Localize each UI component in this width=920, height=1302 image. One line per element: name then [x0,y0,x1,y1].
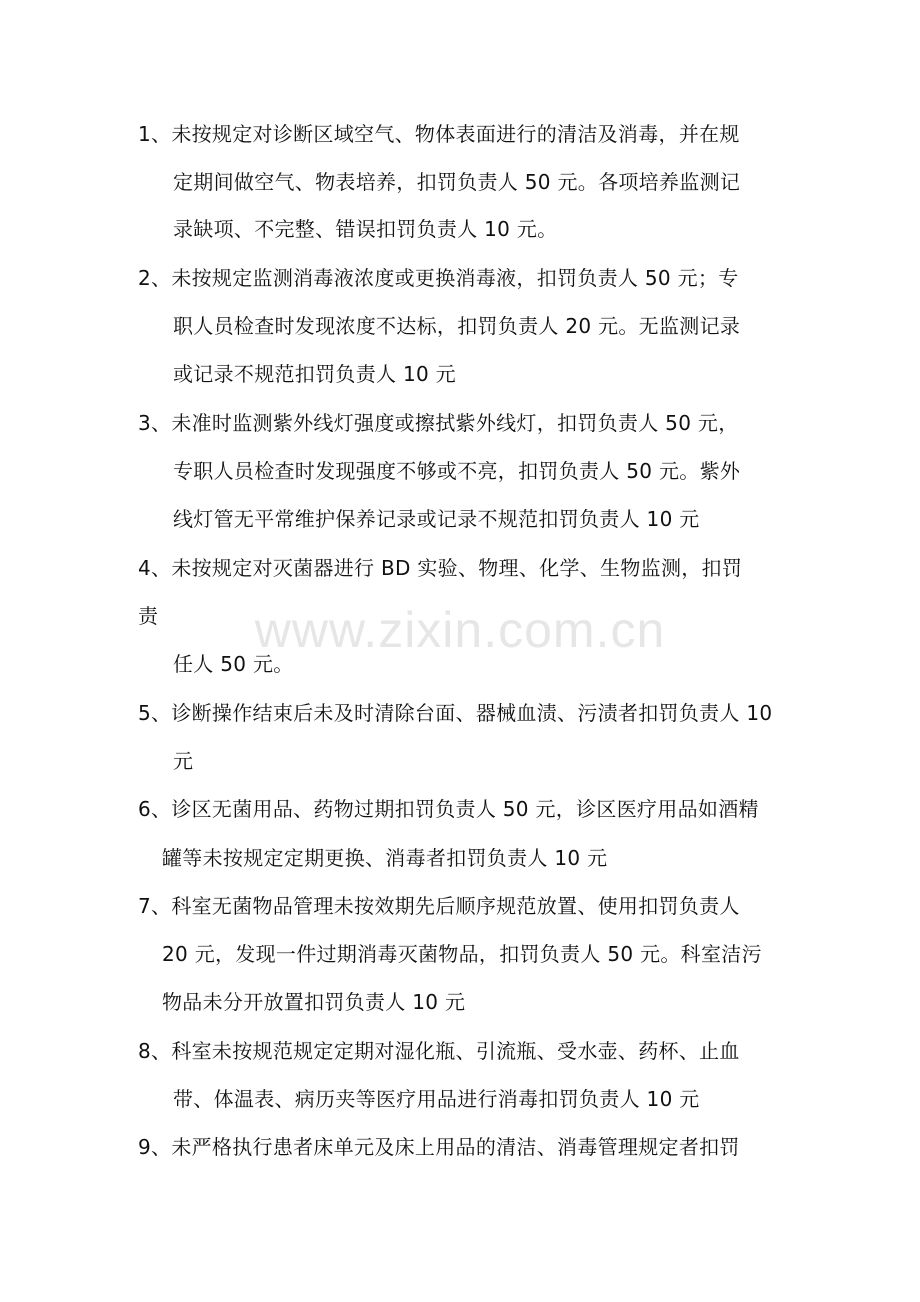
text-line: 专职人员检查时发现强度不够或不亮，扣罚负责人 50 元。紫外 [173,459,741,483]
text-line: 带、体温表、病历夹等医疗用品进行消毒扣罚负责人 10 元 [173,1087,700,1111]
text-line: 6、诊区无菌用品、药物过期扣罚负责人 50 元，诊区医疗用品如酒精 [138,797,759,821]
text-line: 9、未严格执行患者床单元及床上用品的清洁、消毒管理规定者扣罚 [138,1135,740,1159]
text-line: 定期间做空气、物表培养，扣罚负责人 50 元。各项培养监测记 [173,170,741,194]
text-line: 20 元，发现一件过期消毒灭菌物品，扣罚负责人 50 元。科室洁污 [162,942,762,966]
text-line: 3、未准时监测紫外线灯强度或擦拭紫外线灯，扣罚负责人 50 元， [138,411,739,435]
text-line: 线灯管无平常维护保养记录或记录不规范扣罚负责人 10 元 [173,507,700,531]
text-line: 或记录不规范扣罚负责人 10 元 [173,362,456,386]
text-line: 4、未按规定对灭菌器进行 BD 实验、物理、化学、生物监测，扣罚 [138,556,743,580]
text-line: 5、诊断操作结束后未及时清除台面、器械血渍、污渍者扣罚负责人 10 [138,701,773,725]
text-line: 1、未按规定对诊断区域空气、物体表面进行的清洁及消毒，并在规 [138,122,740,146]
text-line: 职人员检查时发现浓度不达标，扣罚负责人 20 元。无监测记录 [173,314,741,338]
text-line: 元 [173,749,194,773]
text-line: 2、未按规定监测消毒液浓度或更换消毒液，扣罚负责人 50 元；专 [138,266,739,290]
text-line: 7、科室无菌物品管理未按效期先后顺序规范放置、使用扣罚负责人 [138,894,740,918]
watermark: www.zixin.com.cn [254,602,666,658]
text-line: 罐等未按规定定期更换、消毒者扣罚负责人 10 元 [162,846,608,870]
text-line: 录缺项、不完整、错误扣罚负责人 10 元。 [173,217,558,241]
text-line: 物品未分开放置扣罚负责人 10 元 [162,990,466,1014]
text-line: 8、科室未按规范规定定期对湿化瓶、引流瓶、受水壶、药杯、止血 [138,1039,740,1063]
text-line: 责 [138,604,159,628]
text-line: 任人 50 元。 [173,652,294,676]
